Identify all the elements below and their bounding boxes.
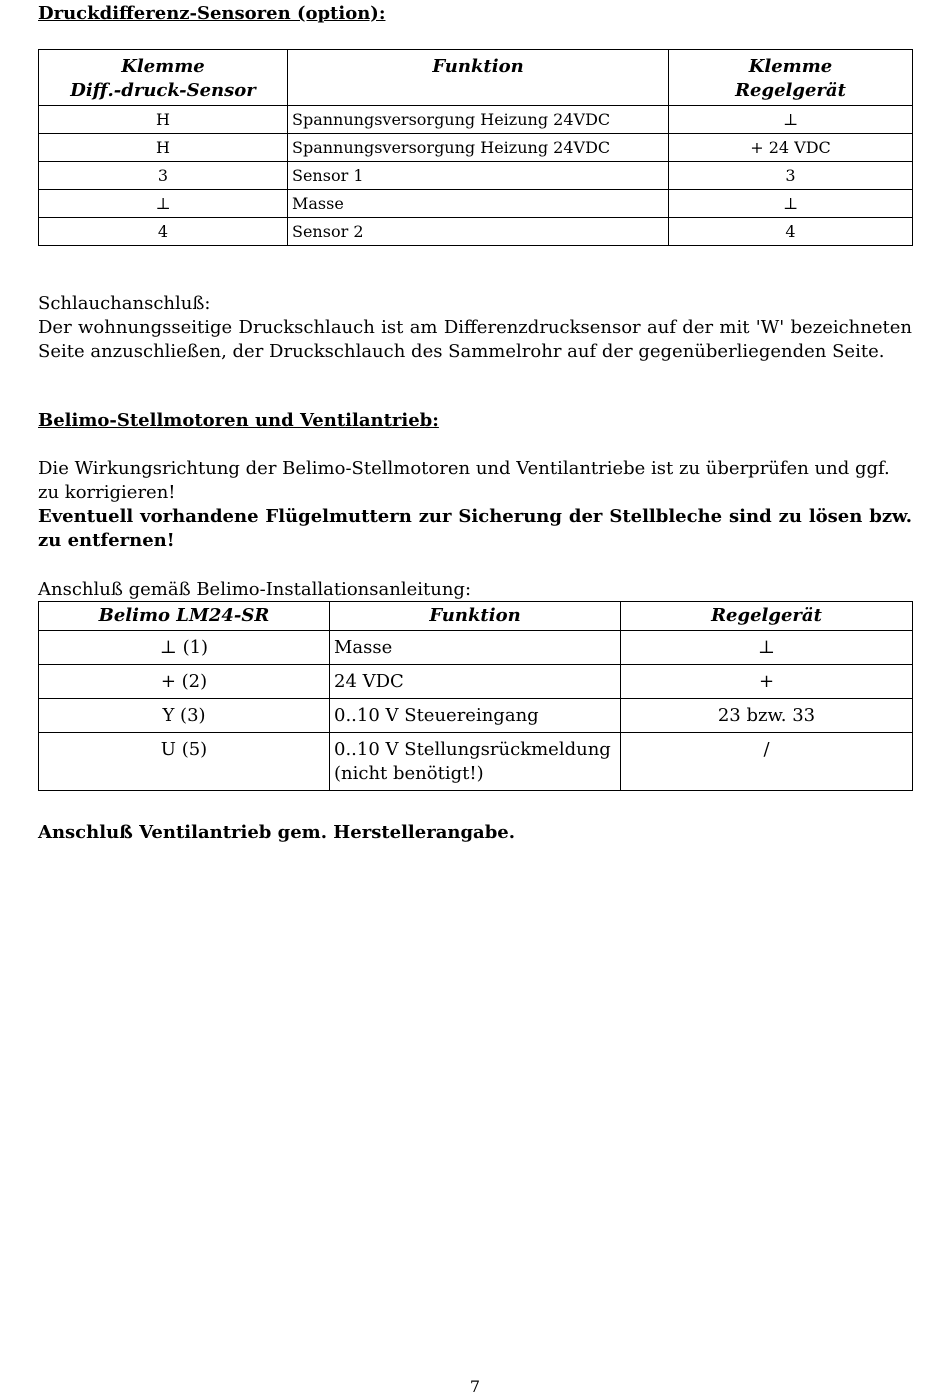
- table-row: H Spannungsversorgung Heizung 24VDC + 24 VDC: [39, 134, 913, 162]
- belimo-warning-text: Eventuell vorhandene Flügelmuttern zur Sicherung der Stellbleche sind zu lösen bzw. zu entfernen!: [38, 506, 912, 551]
- install-guide-label: Anschluß gemäß Belimo-Installationsanleitung:: [38, 579, 472, 600]
- hose-connection-text: Der wohnungsseitige Druckschlauch ist am Differenzdrucksensor auf der mit 'W' bezeichneten Seite anzuschließen, der Druckschlauch des Sammelrohr auf der gegenüberliegenden Seite.: [38, 317, 912, 362]
- header-function: Funktion: [288, 50, 669, 106]
- hose-connection-label: Schlauchanschluß:: [38, 293, 211, 314]
- valve-actuator-note: Anschluß Ventilantrieb gem. Herstellerangabe.: [38, 822, 516, 843]
- belimo-check-text: Die Wirkungsrichtung der Belimo-Stellmotoren und Ventilantriebe ist zu überprüfen und ggf. zu korrigieren!: [38, 458, 890, 503]
- section-title-pressure-sensors: Druckdifferenz-Sensoren (option):: [38, 3, 386, 24]
- belimo-table: [38, 601, 913, 791]
- table-row: H Spannungsversorgung Heizung 24VDC ⊥: [39, 106, 913, 134]
- header-controller: Regelgerät: [621, 602, 913, 631]
- table-row: ⊥ (1) Masse ⊥: [39, 631, 913, 665]
- header-terminal-controller: Klemme Regelgerät: [669, 50, 913, 106]
- table-row: ⊥ Masse ⊥: [39, 190, 913, 218]
- header-function: Funktion: [330, 602, 621, 631]
- page-number: 7: [469, 1377, 481, 1396]
- table-row: Y (3) 0..10 V Steuereingang 23 bzw. 33: [39, 699, 913, 733]
- header-terminal-sensor: Klemme Diff.-druck-Sensor: [39, 50, 288, 106]
- section-title-belimo: Belimo-Stellmotoren und Ventilantrieb:: [38, 410, 439, 431]
- table-header-row: [39, 50, 913, 106]
- table-row: 3 Sensor 1 3: [39, 162, 913, 190]
- table-header-row: [39, 602, 913, 631]
- header-belimo-model: Belimo LM24-SR: [39, 602, 330, 631]
- table-row: U (5) 0..10 V Stellungsrückmeldung (nicht benötigt!) /: [39, 733, 913, 791]
- pressure-sensor-table: [38, 49, 913, 246]
- table-row: + (2) 24 VDC +: [39, 665, 913, 699]
- table-row: 4 Sensor 2 4: [39, 218, 913, 246]
